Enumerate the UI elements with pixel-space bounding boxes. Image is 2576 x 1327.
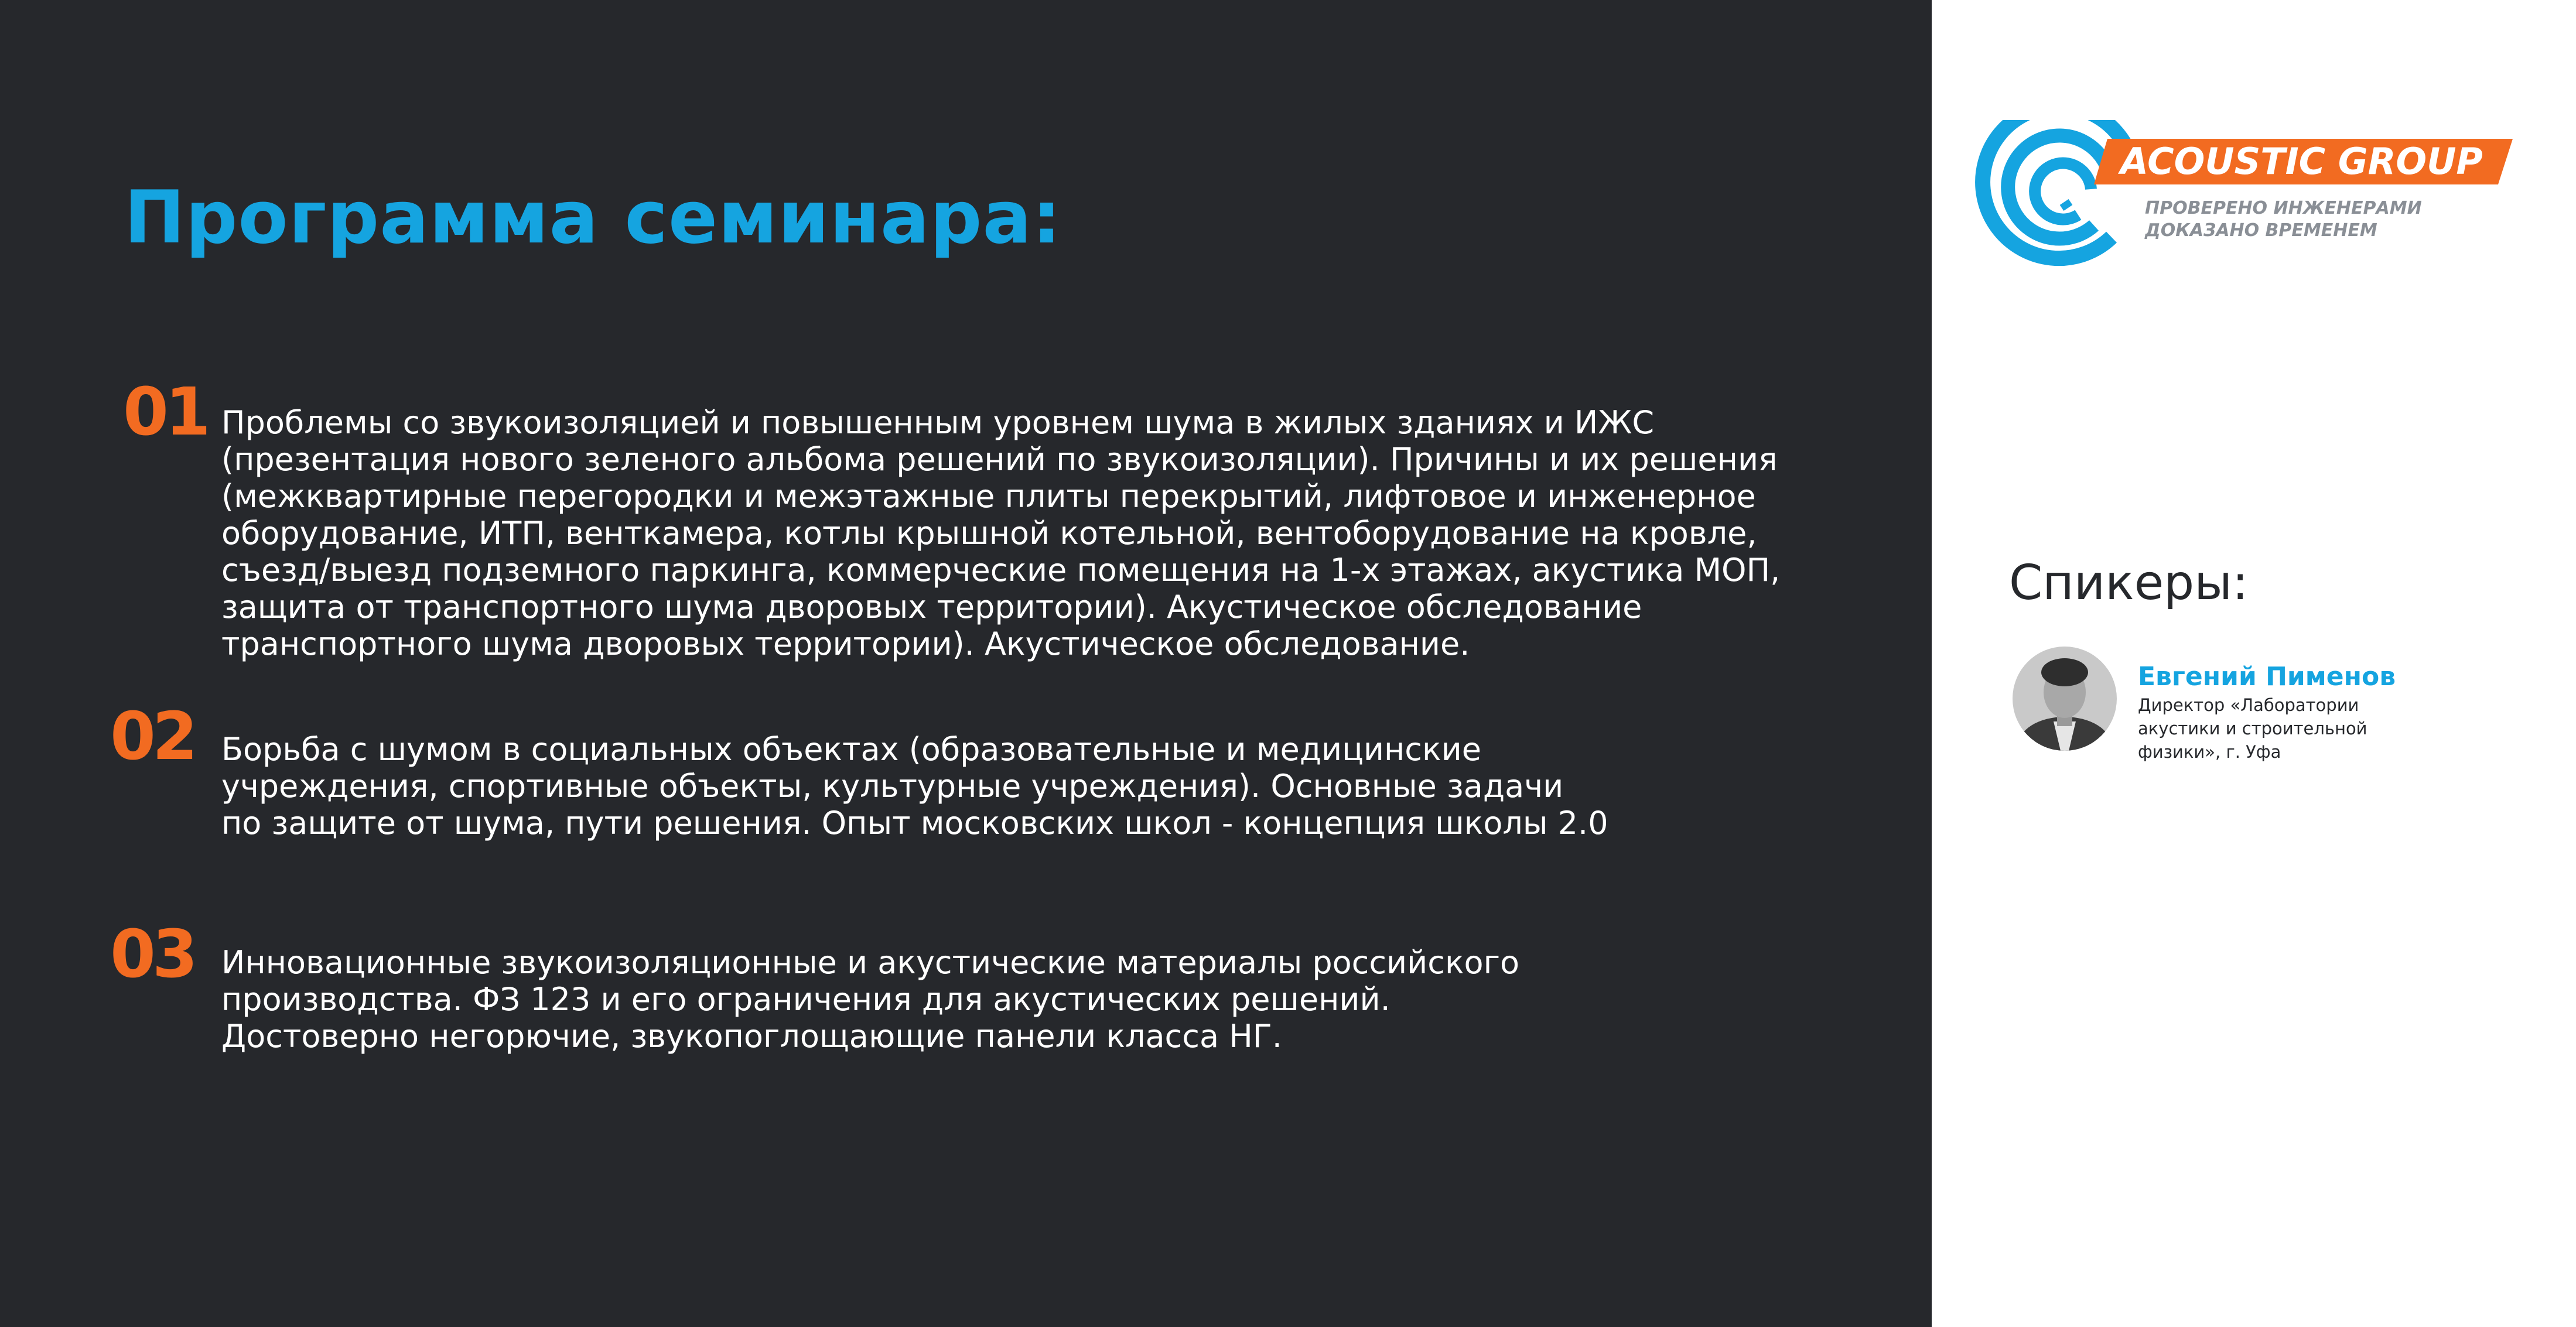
item-number-1: 01 bbox=[123, 374, 207, 450]
item-number-2: 02 bbox=[110, 699, 194, 775]
speakers-title: Спикеры: bbox=[2009, 555, 2249, 611]
item-text-2: Борьба с шумом в социальных объектах (образовательные и медицинские учреждения, спортивные объекты, культурные учреждения). Основные задачи по защите от шума, пути решения. Опыт московских школ - концепция школы 2.0 bbox=[221, 731, 1608, 842]
logo-tagline-2: ДОКАЗАНО ВРЕМЕНЕМ bbox=[2145, 220, 2377, 241]
page-title: Программа семинара: bbox=[124, 176, 1062, 260]
acoustic-group-logo bbox=[1974, 120, 2536, 284]
logo-tagline-1: ПРОВЕРЕНО ИНЖЕНЕРАМИ bbox=[2145, 198, 2422, 218]
speaker-avatar bbox=[2013, 647, 2117, 751]
speaker-name: Евгений Пименов bbox=[2138, 662, 2396, 692]
speaker-role: Директор «Лаборатории акустики и строительной физики», г. Уфа bbox=[2138, 695, 2367, 762]
logo-name: ACOUSTIC GROUP bbox=[2120, 140, 2483, 183]
item-number-3: 03 bbox=[110, 916, 194, 993]
item-text-3: Инновационные звукоизоляционные и акустические материалы российского производства. ФЗ 123 и его ограничения для акустических решений. Достоверно негорючие, звукопоглощающие панели класса НГ. bbox=[221, 944, 1520, 1055]
item-text-1: Проблемы со звукоизоляцией и повышенным уровнем шума в жилых зданиях и ИЖС (презентация нового зеленого альбома решений по звукоизоляции). Причины и их решения (межквартирные перегородки и межэтажные плиты перекрытий, лифтовое и инженерное оборудование, ИТП, венткамера, котлы крышной котельной, вентоборудование на кровле, съезд/выезд подземного паркинга, коммерческие помещения на 1-х этажах, акустика МОП, защита от транспортного шума дворовых территории). Акустическое обследование транспортного шума дворовых территории). Акустическое обследование. bbox=[221, 404, 1781, 662]
logo-arc-inner-icon bbox=[2035, 163, 2091, 220]
speaker-photo-icon bbox=[2013, 647, 2117, 751]
